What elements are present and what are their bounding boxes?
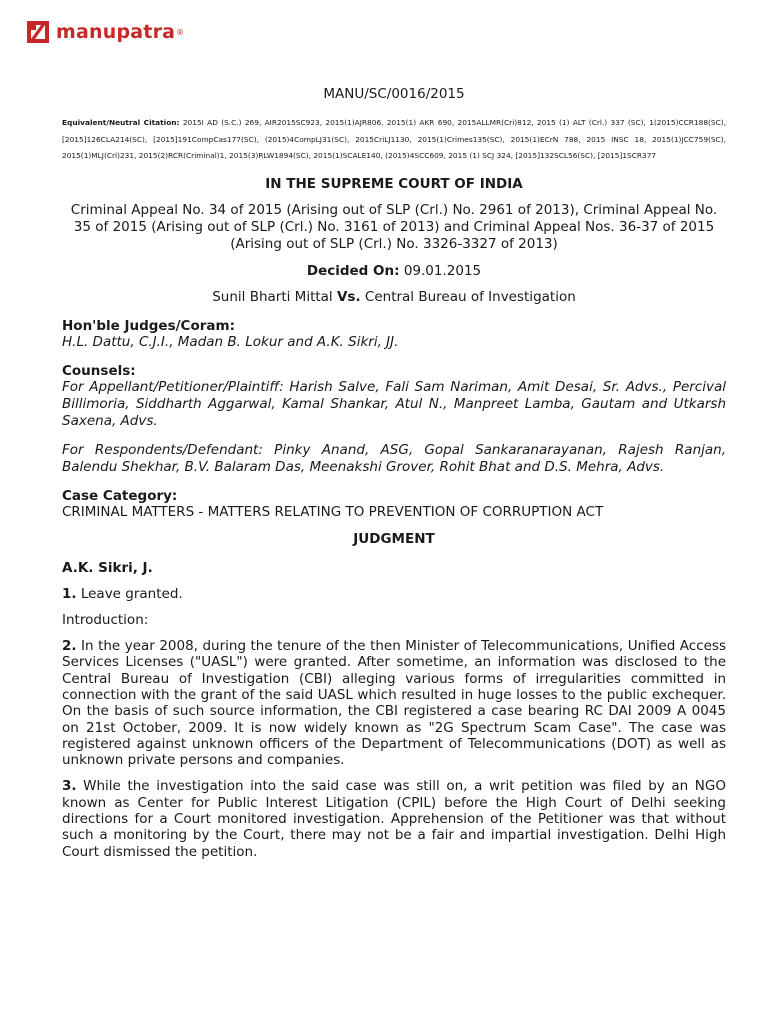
equivalent-citations <box>62 115 726 165</box>
counsels-section <box>62 363 726 476</box>
equivalent-citations-text: 2015I AD (S.C.) 269, AIR2015SC923, 2015(1)AJR806, 2015(1) AKR 690, 2015ALLMR(Cri)812, 2015 (1) ALT (Crl.) 337 (SC), 1(2015)CCR188(SC), [2015]126CLA214(SC), [2015]191CompCas177(SC), (2015)4CompLJ31(SC), 2015CriLJ1130, 2015(1)Crimes135(SC), 2015(1)ECrN 788, 2015 INSC 18, 2015(1)JCC759(SC), 2015(1)MLJ(Crl)231, 2015(2)RCR(Criminal)1, 2015(3)RLW1894(SC), 2015(1)SCALE140, (2015)4SCC609, 2015 (1) SCJ 324, [2015]132SCL56(SC), [2015]1SCR377 <box>62 118 727 160</box>
decided-on <box>62 263 726 279</box>
brand-name: manupatra <box>56 21 176 43</box>
decided-on-date: 09.01.2015 <box>403 262 482 279</box>
paragraph-3 <box>62 778 726 859</box>
judges-names: H.L. Dattu, C.J.I., Madan B. Lokur and A.K. Sikri, JJ. <box>62 333 399 350</box>
paragraph-text: Leave granted. <box>80 585 183 602</box>
paragraph-number: 1. <box>62 585 77 602</box>
manu-citation: MANU/SC/0016/2015 <box>323 86 465 102</box>
paragraph-1 <box>62 586 726 602</box>
judges-heading: Hon'ble Judges/Coram: <box>62 317 235 334</box>
introduction-heading: Introduction: <box>62 611 149 628</box>
case-category-text: CRIMINAL MATTERS - MATTERS RELATING TO PREVENTION OF CORRUPTION ACT <box>62 503 604 520</box>
decided-on-label: Decided On: <box>306 262 400 279</box>
judgment-author: A.K. Sikri, J. <box>62 559 153 576</box>
manupatra-logo-icon <box>26 20 50 44</box>
judges-section <box>62 318 726 351</box>
appeal-numbers: Criminal Appeal No. 34 of 2015 (Arising out of SLP (Crl.) No. 2961 of 2013), Criminal Appeal No. 35 of 2015 (Arising out of SLP (Crl.) No. 3161 of 2013) and Criminal Appeal Nos. 36-37 of 2015 (Arising out of SLP (Crl.) No. 3326-3327 of 2013) <box>70 201 718 252</box>
case-category-heading: Case Category: <box>62 487 178 504</box>
brand-logo[interactable] <box>26 18 184 46</box>
paragraph-text: While the investigation into the said case was still on, a writ petition was filed by an NGO known as Center for Public Interest Litigation (CPIL) before the High Court of Delhi seeking directions for a Court monitored investigation. Apprehension of the Petitioner was that without such a monitoring by the Court, there may not be a fair and impartial investigation. Delhi High Court dismissed the petition. <box>62 778 726 860</box>
appellant-name: Sunil Bharti Mittal <box>212 288 333 305</box>
paragraph-text: In the year 2008, during the tenure of the then Minister of Telecommunications, Unified Access Services Licenses ("UASL") were granted. After sometime, an information was disclosed to the Central Bureau of Investigation (CBI) alleging various forms of irregularities committed in connection with the grant of the said UASL which resulted in huge losses to the public exchequer. On the basis of such source information, the CBI registered a case bearing RC DAI 2009 A 0045 on 21st October, 2009. It is now widely known as "2G Spectrum Scam Case". The case was registered against unknown officers of the Department of Telecommunications (DOT) as well as unknown private persons and companies. <box>62 638 726 769</box>
equivalent-citations-label: Equivalent/Neutral Citation: <box>62 118 180 127</box>
counsel-respondent: For Respondents/Defendant: Pinky Anand, ASG, Gopal Sankaranarayanan, Rajesh Ranjan, Balendu Shekhar, B.V. Balaram Das, Meenakshi Grover, Rohit Bhat and D.S. Mehra, Advs. <box>62 441 726 475</box>
case-parties <box>62 289 726 305</box>
case-category-section <box>62 488 726 520</box>
document-body <box>62 86 726 860</box>
counsels-heading: Counsels: <box>62 362 136 379</box>
paragraph-number: 3. <box>62 778 77 795</box>
counsel-appellant: For Appellant/Petitioner/Plaintiff: Harish Salve, Fali Sam Nariman, Amit Desai, Sr. Advs., Percival Billimoria, Siddharth Aggarwal, Kamal Shankar, Atul N., Manpreet Lamba, Gautam and Utkarsh Saxena, Advs. <box>62 378 726 429</box>
paragraph-2 <box>62 638 726 768</box>
paragraph-number: 2. <box>62 638 77 655</box>
respondent-name: Central Bureau of Investigation <box>364 288 576 305</box>
versus-label: Vs. <box>336 288 361 305</box>
judgment-heading: JUDGMENT <box>353 530 435 547</box>
registered-mark: ® <box>176 27 185 37</box>
court-name: IN THE SUPREME COURT OF INDIA <box>265 175 523 192</box>
